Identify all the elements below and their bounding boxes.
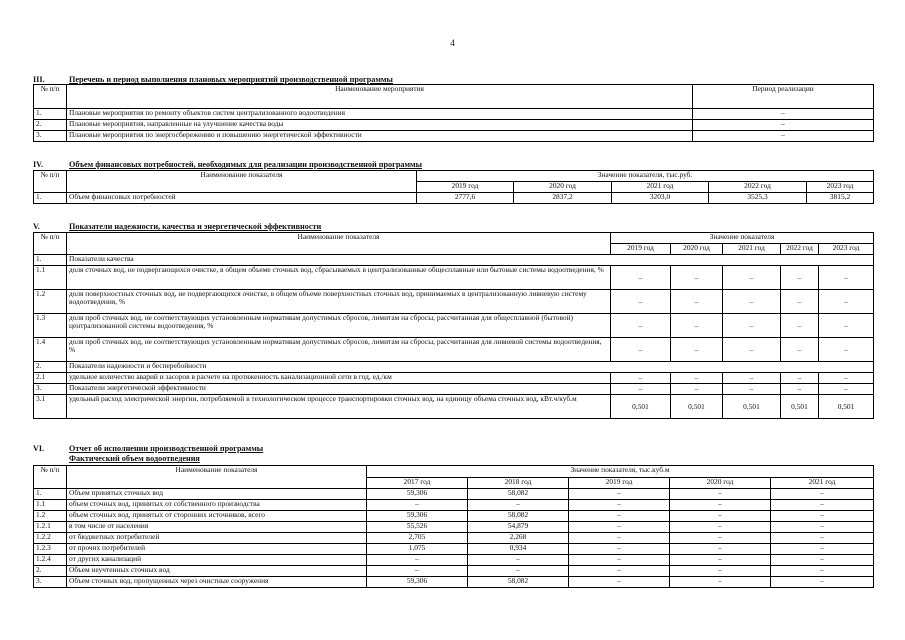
table-row — [34, 131, 874, 142]
indicator-value: – — [819, 290, 874, 314]
row-number: 3. — [34, 577, 67, 588]
year-header: 2021 год — [771, 478, 874, 489]
indicator-value: – — [671, 266, 723, 290]
indicator-value: – — [771, 566, 874, 577]
row-number: 3. — [34, 384, 67, 395]
year-header: 2019 год — [611, 244, 671, 255]
indicator-value: 3203,0 — [612, 193, 709, 204]
indicator-value: – — [569, 533, 670, 544]
section-5-title: Показатели надежности, качества и энергетической эффективности — [69, 222, 322, 231]
indicator-value: 0,501 — [781, 395, 819, 419]
indicator-value: 2777,6 — [417, 193, 514, 204]
row-number: 2. — [34, 362, 67, 373]
indicator-value: – — [819, 373, 874, 384]
column-header-value: Значение показателя — [611, 233, 874, 244]
year-header: 2021 год — [612, 182, 709, 193]
year-header: 2020 год — [514, 182, 612, 193]
indicator-value: – — [569, 566, 670, 577]
indicator-value: – — [723, 290, 781, 314]
section-4-title: Объем финансовых потребностей, необходимых для реализации производственной программы — [69, 160, 423, 169]
indicator-name: от прочих потребителей — [67, 544, 367, 555]
indicator-value: – — [611, 384, 671, 395]
column-header-number: № п/п — [34, 466, 67, 489]
indicator-value: 0,934 — [468, 544, 569, 555]
indicator-value: 59,306 — [367, 489, 468, 500]
indicator-value: – — [569, 500, 670, 511]
indicator-value: – — [670, 566, 771, 577]
column-header-indicator-name: Наименование показателя — [67, 233, 611, 255]
indicator-value: – — [670, 577, 771, 588]
implementation-period: – — [693, 120, 874, 131]
table-row — [34, 109, 874, 120]
row-number: 1.2.4 — [34, 555, 67, 566]
indicator-value: – — [771, 522, 874, 533]
table-row — [34, 511, 874, 522]
year-header: 2019 год — [417, 182, 514, 193]
indicator-name: в том числе от населения — [67, 522, 367, 533]
table-row — [34, 384, 874, 395]
indicator-value: – — [367, 555, 468, 566]
year-header: 2017 год — [367, 478, 468, 489]
row-number: 1. — [34, 193, 67, 204]
indicator-value: 54,879 — [468, 522, 569, 533]
indicator-value: – — [468, 500, 569, 511]
row-number: 1.2 — [34, 511, 67, 522]
reliability-quality-table — [33, 232, 874, 419]
row-number: 1. — [34, 255, 67, 266]
page-number: 4 — [450, 38, 455, 48]
row-number: 1.2.3 — [34, 544, 67, 555]
indicator-name: удельный расход электрической энергии, потребляемой в технологическом процессе транспортировки сточных вод, на единицу объема сточных вод, кВт.ч/куб.м — [67, 395, 611, 419]
indicator-value: 0,501 — [611, 395, 671, 419]
indicator-value: – — [819, 338, 874, 362]
indicator-value: – — [670, 511, 771, 522]
indicator-value: – — [671, 290, 723, 314]
indicator-name: удельное количество аварий и засоров в расчете на протяженность канализационной сети в год, ед./км — [67, 373, 611, 384]
section-3-title: Перечень и период выполнения плановых мероприятий производственной программы — [69, 75, 393, 84]
indicator-value: – — [723, 266, 781, 290]
table-row — [34, 489, 874, 500]
indicator-value: – — [771, 511, 874, 522]
indicator-value: – — [819, 384, 874, 395]
actual-wastewater-volume-table — [33, 465, 874, 588]
indicator-value: 0,501 — [671, 395, 723, 419]
indicator-name: доля поверхностных сточных вод, не подвергающихся очистке, в общем объеме поверхностных сточных вод, принимаемых в централизованную ливневую систему водоотведения, % — [67, 290, 611, 314]
indicator-name: Объем неучтенных сточных вод — [67, 566, 367, 577]
indicator-value: 3525,3 — [709, 193, 807, 204]
indicator-value: 55,526 — [367, 522, 468, 533]
section-6-title: Отчет об исполнении производственной программы — [69, 444, 264, 453]
section-5-heading — [33, 222, 321, 231]
indicator-value: 58,082 — [468, 489, 569, 500]
table-row — [34, 373, 874, 384]
indicator-value: – — [781, 373, 819, 384]
section-5-number: V. — [33, 222, 40, 231]
indicator-value: – — [771, 577, 874, 588]
row-number: 2. — [34, 566, 67, 577]
activity-name: Плановые мероприятия по энергосбережению и повышению энергетической эффективности — [67, 131, 693, 142]
indicator-value: – — [671, 338, 723, 362]
indicator-value: – — [468, 566, 569, 577]
implementation-period: – — [693, 109, 874, 120]
indicator-value: – — [367, 566, 468, 577]
row-number: 3.1 — [34, 395, 67, 419]
indicator-value: – — [781, 314, 819, 338]
section-3-heading — [33, 75, 393, 84]
table-row — [34, 362, 874, 373]
indicator-value: 58,082 — [468, 511, 569, 522]
column-header-activity-name: Наименование мероприятия — [67, 85, 693, 109]
table-row — [34, 544, 874, 555]
table-row — [34, 395, 874, 419]
row-number: 1.1 — [34, 500, 67, 511]
table-row — [34, 566, 874, 577]
row-number: 1. — [34, 109, 67, 120]
indicator-value: 59,306 — [367, 511, 468, 522]
table-row — [34, 193, 874, 204]
year-header: 2020 год — [670, 478, 771, 489]
year-header: 2023 год — [807, 182, 874, 193]
indicator-value: – — [819, 266, 874, 290]
indicator-value: – — [670, 500, 771, 511]
section-6-number: VI. — [33, 444, 45, 453]
indicator-value: – — [771, 489, 874, 500]
indicator-value: 3815,2 — [807, 193, 874, 204]
indicator-value: – — [723, 373, 781, 384]
indicator-value: – — [723, 314, 781, 338]
column-header-number: № п/п — [34, 85, 67, 109]
indicator-name: от бюджетных потребителей — [67, 533, 367, 544]
indicator-value: – — [670, 533, 771, 544]
indicator-value: – — [569, 511, 670, 522]
indicator-value: – — [569, 544, 670, 555]
indicator-name: доля проб сточных вод, не соответствующих установленным нормативам допустимых сбросов, лимитам на сбросы, рассчитанная для ливневой системы водоотведения, % — [67, 338, 611, 362]
year-header: 2020 год — [671, 244, 723, 255]
section-3-number: III. — [33, 75, 45, 84]
activity-name: Плановые мероприятия, направленные на улучшение качества воды — [67, 120, 693, 131]
indicator-value: – — [781, 266, 819, 290]
indicator-value: 2,705 — [367, 533, 468, 544]
row-number: 1. — [34, 489, 67, 500]
indicator-value: 59,306 — [367, 577, 468, 588]
indicator-value: – — [569, 522, 670, 533]
indicator-value: – — [670, 555, 771, 566]
indicator-value: – — [723, 338, 781, 362]
column-header-number: № п/п — [34, 171, 67, 193]
indicator-value: – — [670, 544, 771, 555]
column-header-period: Период реализации — [693, 85, 874, 109]
section-6-subtitle: Фактический объем водоотведения — [69, 454, 200, 463]
table-row — [34, 533, 874, 544]
indicator-value: 58,082 — [468, 577, 569, 588]
indicator-name: доля проб сточных вод, не соответствующих установленным нормативам допустимых сбросов, лимитам на сбросы, рассчитанная для общесплавной (бытовой) централизованной системы водоотведения, % — [67, 314, 611, 338]
financial-needs-table — [33, 170, 874, 204]
indicator-value: – — [819, 314, 874, 338]
indicator-name: Объем финансовых потребностей — [67, 193, 417, 204]
implementation-period: – — [693, 131, 874, 142]
indicator-value: – — [569, 489, 670, 500]
indicator-value: – — [611, 314, 671, 338]
row-number: 1.2.1 — [34, 522, 67, 533]
indicator-value: – — [670, 522, 771, 533]
section-4-number: IV. — [33, 160, 44, 169]
row-number: 1.2 — [34, 290, 67, 314]
indicator-value: – — [771, 500, 874, 511]
indicator-value: – — [781, 384, 819, 395]
indicator-name: Объем принятых сточных вод — [67, 489, 367, 500]
indicator-name: Объем сточных вод, пропущенных через очистные сооружения — [67, 577, 367, 588]
table-row — [34, 338, 874, 362]
column-header-indicator-name: Наименование показателя — [67, 466, 367, 489]
indicator-name: Показатели надежности и бесперебойности — [67, 362, 874, 373]
year-header: 2022 год — [709, 182, 807, 193]
indicator-name: Показатели энергетической эффективности — [67, 384, 611, 395]
year-header: 2022 год — [781, 244, 819, 255]
indicator-value: 2,268 — [468, 533, 569, 544]
row-number: 1.4 — [34, 338, 67, 362]
indicator-value: – — [771, 555, 874, 566]
row-number: 3. — [34, 131, 67, 142]
indicator-name: объем сточных вод, принятых от сторонних источников, всего — [67, 511, 367, 522]
row-number: 1.1 — [34, 266, 67, 290]
indicator-value: – — [671, 384, 723, 395]
year-header: 2023 год — [819, 244, 874, 255]
indicator-name: объем сточных вод, принятых от собственного производства — [67, 500, 367, 511]
indicator-name: доля сточных вод, не подвергающихся очистке, в общем объеме сточных вод, сбрасываемых в централизованные общесплавные или бытовые системы водоотведения, % — [67, 266, 611, 290]
planned-activities-table — [33, 84, 874, 142]
indicator-value: 0,501 — [819, 395, 874, 419]
indicator-value: – — [611, 338, 671, 362]
table-row — [34, 314, 874, 338]
indicator-value: – — [670, 489, 771, 500]
column-header-number: № п/п — [34, 233, 67, 255]
column-header-indicator-name: Наименование показателя — [67, 171, 417, 193]
indicator-value: 0,501 — [723, 395, 781, 419]
indicator-value: – — [671, 314, 723, 338]
indicator-value: – — [611, 290, 671, 314]
indicator-value: – — [771, 533, 874, 544]
table-row — [34, 500, 874, 511]
row-number: 1.2.2 — [34, 533, 67, 544]
indicator-value: – — [367, 500, 468, 511]
table-row — [34, 522, 874, 533]
indicator-value: – — [671, 373, 723, 384]
row-number: 1.3 — [34, 314, 67, 338]
indicator-value: – — [611, 266, 671, 290]
year-header: 2021 год — [723, 244, 781, 255]
section-6-heading — [33, 444, 263, 453]
indicator-value: – — [569, 577, 670, 588]
table-row — [34, 255, 874, 266]
indicator-value: 1,075 — [367, 544, 468, 555]
activity-name: Плановые мероприятия по ремонту объектов систем централизованного водоотведения — [67, 109, 693, 120]
indicator-name: Показатели качества — [67, 255, 874, 266]
column-header-value: Значение показателя, тыс.руб. — [417, 171, 874, 182]
column-header-value: Значение показателя, тыс.куб.м — [367, 466, 874, 478]
indicator-value: – — [771, 544, 874, 555]
indicator-name: от других канализаций — [67, 555, 367, 566]
table-row — [34, 266, 874, 290]
indicator-value: – — [569, 555, 670, 566]
indicator-value: – — [468, 555, 569, 566]
indicator-value: – — [781, 290, 819, 314]
table-row — [34, 555, 874, 566]
indicator-value: – — [781, 338, 819, 362]
table-row — [34, 120, 874, 131]
table-row — [34, 577, 874, 588]
table-row — [34, 290, 874, 314]
indicator-value: – — [723, 384, 781, 395]
section-4-heading — [33, 160, 422, 169]
row-number: 2.1 — [34, 373, 67, 384]
year-header: 2018 год — [468, 478, 569, 489]
row-number: 2. — [34, 120, 67, 131]
year-header: 2019 год — [569, 478, 670, 489]
indicator-value: 2837,2 — [514, 193, 612, 204]
indicator-value: – — [611, 373, 671, 384]
